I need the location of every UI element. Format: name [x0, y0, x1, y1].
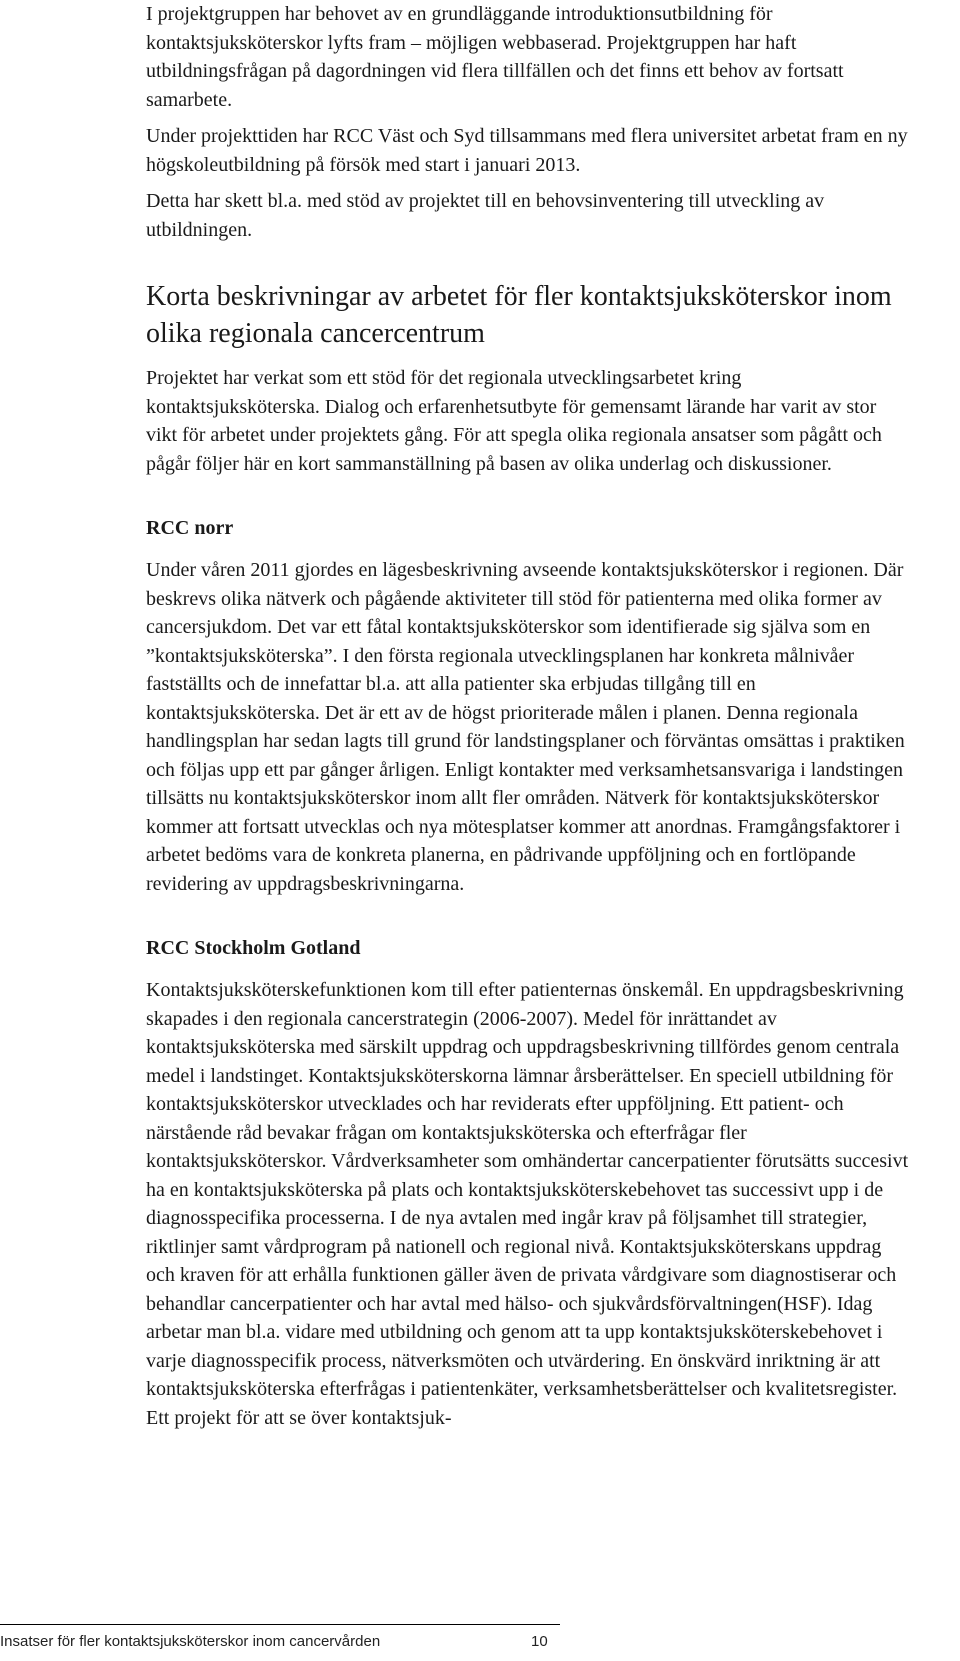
- footer-divider: [0, 1624, 560, 1625]
- rcc-stockholm-heading: RCC Stockholm Gotland: [146, 937, 361, 959]
- rcc-norr-paragraph: Under våren 2011 gjordes en lägesbeskrivning avseende kontaktsjuksköterskor i regionen. Där beskrevs olika nätverk och pågående aktiviteter till stöd för patienterna med olika former av cancersjukdom. Det var ett fåtal kontaktsjuksköterskor som identifierade sig själva som en ”kontaktsjuksköterska”. I den första regionala utvecklingsplanen har konkreta målnivåer fastställts och de innefattar bl.a. att alla patienter ska erbjudas tillgång till en kontaktsjuksköterska. Det är ett av de högst prioriterade målen i planen. Denna regionala handlingsplan har sedan lagts till grund för landstingsplaner och förväntas omsättas i praktiken och följas upp ett par gånger årligen. Enligt kontakter med verksamhetsansvariga i landstingen tillsätts nu kontaktsjuksköterskor inom allt fler områden. Nätverk för kontaktsjuksköterskor kommer att fortsatt utvecklas och nya mötesplatser kommer att anordnas. Framgångsfaktorer i arbetet bedöms vara de konkreta planerna, en pådrivande uppföljning och en fortlöpande revidering av uppdragsbeskrivningarna.: [146, 559, 905, 895]
- page-footer: [0, 1624, 960, 1661]
- document-body: [146, 0, 910, 1432]
- intro-paragraph-1: I projektgruppen har behovet av en grundläggande introduktionsutbildning för kontaktsjuksköterskor lyfts fram – möjligen webbaserad. Projektgruppen har haft utbildningsfrågan på dagordningen vid flera tillfällen och det finns ett behov av fortsatt samarbete.: [146, 3, 844, 111]
- intro-paragraph-3: Detta har skett bl.a. med stöd av projektet till en behovsinventering till utveckling av utbildningen.: [146, 190, 825, 241]
- rcc-stockholm-paragraph: Kontaktsjuksköterskefunktionen kom till efter patienternas önskemål. En uppdragsbeskrivning skapades i den regionala cancerstrategin (2006-2007). Medel för inrättandet av kontaktsjuksköterska med särskilt uppdrag och uppdragsbeskrivning tillfördes genom centrala medel i landstinget. Kontaktsjuksköterskorna lämnar årsberättelser. En speciell utbildning för kontaktsjuksköterskor utvecklades och har reviderats efter uppföljning. Ett patient- och närstående råd bevakar frågan om kontaktsjuksköterska och efterfrågar fler kontaktsjuksköterskor. Vårdverksamheter som omhändertar cancerpatienter förutsätts succesivt ha en kontaktsjuksköterska på plats och kontaktsjuksköterskebehovet tas successivt upp i de diagnosspecifika processerna. I de nya avtalen med ingår krav på följsamhet till strategier, riktlinjer samt vårdprogram på nationell och regional nivå. Kontaktsjuksköterskans uppdrag och kraven för att erhålla funktionen gäller även de privata vårdgivare som diagnostiserar och behandlar cancerpatienter och har avtal med hälso- och sjukvårdsförvaltningen(HSF). Idag arbetar man bl.a. vidare med utbildning och genom att ta upp kontaktsjuksköterskebehovet i varje diagnosspecifik process, nätverksmöten och utvärdering. En önskvärd inriktning är att kontaktsjuksköterska efterfrågas i patientenkäter, verksamhetsberättelser och kvalitetsregister. Ett projekt för att se över kontaktsjuk-: [146, 979, 909, 1429]
- section-heading: Korta beskrivningar av arbetet för fler kontaktsjuksköterskor inom olika regionala cancercentrum: [146, 281, 892, 349]
- intro-paragraph-2: Under projekttiden har RCC Väst och Syd tillsammans med flera universitet arbetat fram en ny högskoleutbildning på försök med start i januari 2013.: [146, 125, 908, 176]
- rcc-norr-heading: RCC norr: [146, 517, 234, 539]
- section-paragraph: Projektet har verkat som ett stöd för det regionala utvecklingsarbetet kring kontaktsjuksköterska. Dialog och erfarenhetsutbyte för gemensamt lärande har varit av stor vikt för arbetet under projektets gång. För att spegla olika regionala ansatser som pågått och pågår följer här en kort sammanställning på basen av olika underlag och diskussioner.: [146, 367, 882, 475]
- page-number: 10: [531, 1633, 548, 1650]
- footer-title: Insatser för fler kontaktsjuksköterskor inom cancervården: [0, 1633, 381, 1650]
